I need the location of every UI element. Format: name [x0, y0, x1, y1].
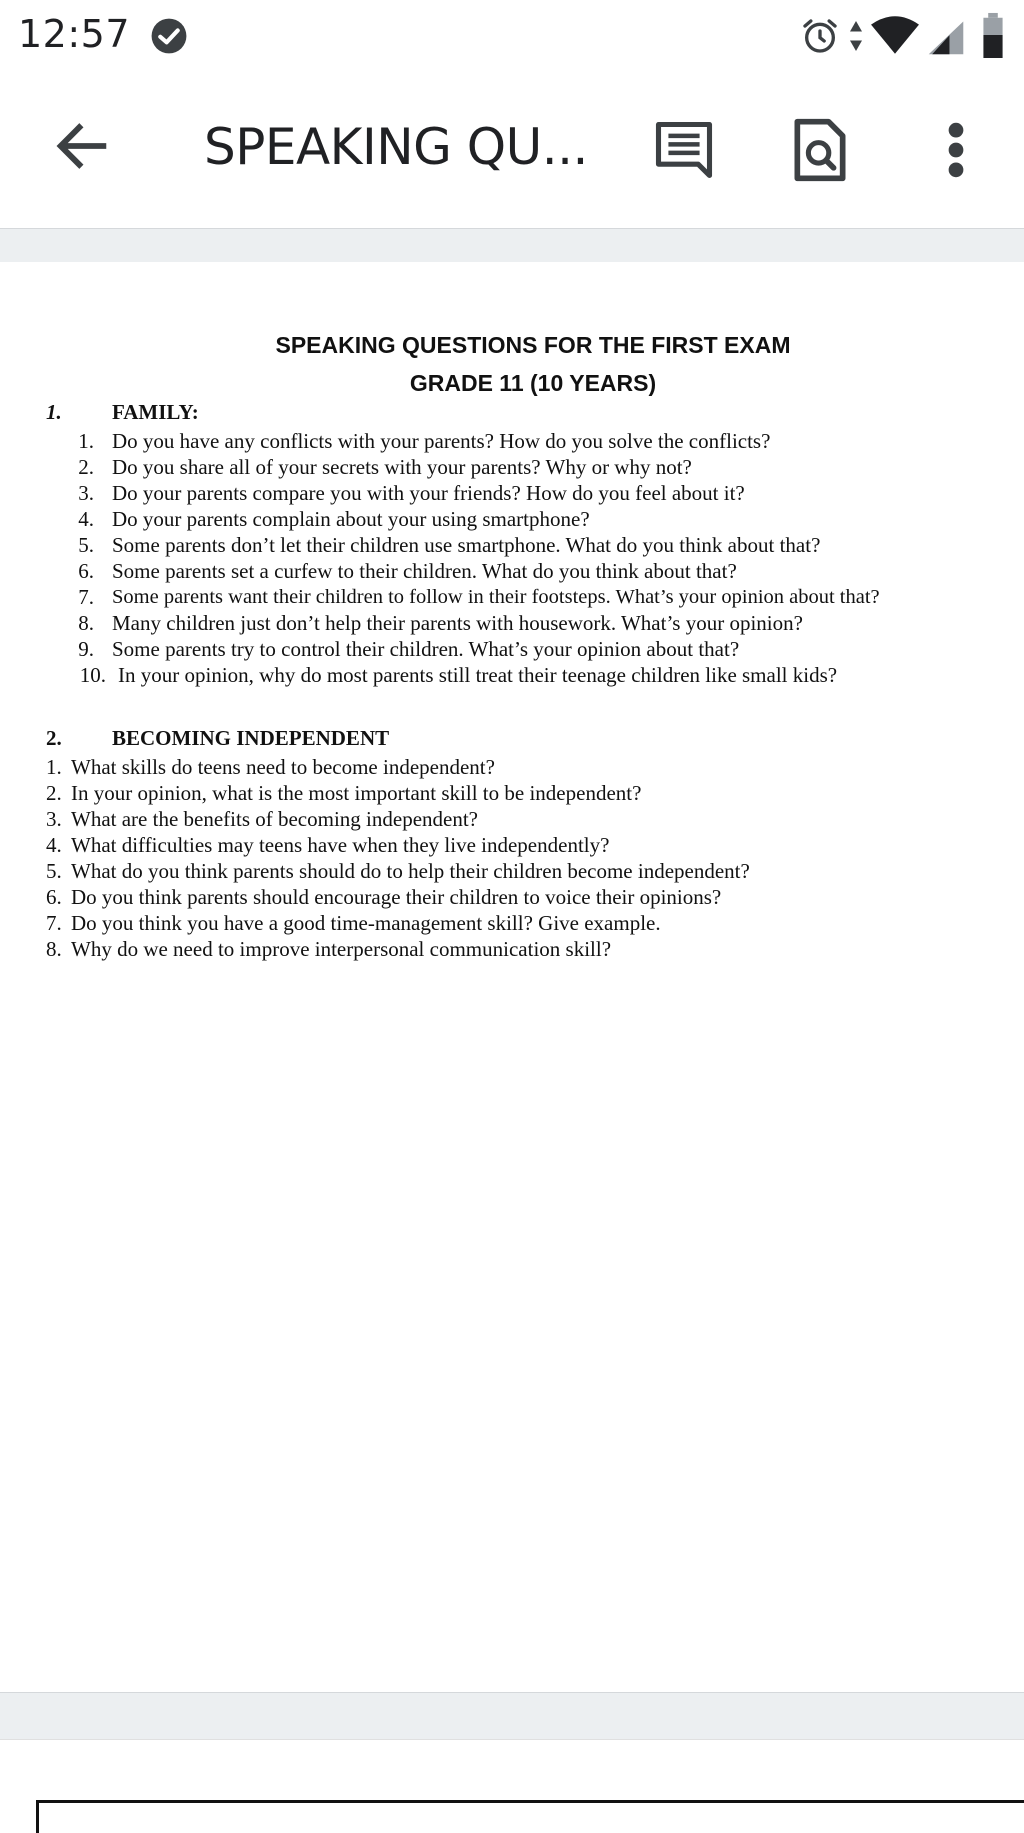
list-item-text: In your opinion, what is the most important skill to be independent?	[71, 781, 642, 805]
status-time: 12:57	[18, 12, 131, 56]
list-item-text: Some parents want their children to follow in their footsteps. What’s your opinion about that?	[112, 586, 880, 608]
page-separator-top	[0, 228, 1024, 263]
list-item-text: What skills do teens need to become independent?	[71, 755, 495, 779]
list-item-text: What difficulties may teens have when they live independently?	[71, 833, 610, 857]
list-item-number: 4.	[46, 833, 62, 857]
list-item-number: 1.	[78, 429, 94, 453]
list-item-text: Do you think you have a good time-management skill? Give example.	[71, 911, 661, 935]
section-heading-family	[0, 400, 600, 426]
status-bar	[0, 0, 1024, 72]
list-item-text: Some parents try to control their children. What’s your opinion about that?	[112, 637, 740, 661]
list-item-number: 8.	[46, 937, 62, 961]
list-item-text: Do your parents compare you with your friends? How do you feel about it?	[112, 481, 745, 505]
list-item-number: 6.	[46, 885, 62, 909]
back-arrow-icon[interactable]	[50, 114, 114, 178]
list-item-text: Some parents don’t let their children use smartphone. What do you think about that?	[112, 533, 821, 557]
section-title: FAMILY:	[112, 400, 199, 424]
list-item-number: 2.	[78, 455, 94, 479]
list-item-number: 9.	[78, 637, 94, 661]
list-item-number: 7.	[46, 911, 62, 935]
list-item-number: 3.	[46, 807, 62, 831]
document-subheading: GRADE 11 (10 YEARS)	[409, 370, 657, 396]
list-item-text: Why do we need to improve interpersonal communication skill?	[71, 937, 612, 961]
document-heading: SPEAKING QUESTIONS FOR THE FIRST EXAM	[275, 332, 791, 358]
document-page[interactable]	[0, 262, 1024, 1692]
status-icons	[794, 12, 1024, 60]
find-in-page-icon[interactable]	[790, 116, 850, 184]
page-separator-bottom	[0, 1692, 1024, 1740]
list-item-number: 7.	[78, 585, 94, 609]
list-item-number: 8.	[78, 611, 94, 635]
list-item-text: What are the benefits of becoming independent?	[71, 807, 478, 831]
list-item-text: Do you share all of your secrets with your parents? Why or why not?	[112, 455, 692, 479]
list-item-text: Do you think parents should encourage their children to voice their opinions?	[71, 885, 722, 909]
list-item-number: 1.	[46, 755, 62, 779]
list-item-text: Do you have any conflicts with your parents? How do you solve the conflicts?	[112, 429, 771, 453]
section-number: 1.	[46, 400, 62, 424]
document-title: SPEAKING QU...	[204, 118, 588, 176]
list-item-text: Many children just don’t help their parents with housework. What’s your opinion?	[112, 611, 803, 635]
list-item-text: What do you think parents should do to help their children become independent?	[71, 859, 750, 883]
next-document-page[interactable]	[36, 1800, 1024, 1833]
alarm-icon	[800, 16, 840, 56]
list-item-number: 5.	[78, 533, 94, 557]
check-circle-icon	[150, 17, 188, 55]
list-item-text: Some parents set a curfew to their children. What do you think about that?	[112, 559, 737, 583]
section-title: BECOMING INDEPENDENT	[112, 726, 390, 750]
list-item-number: 2.	[46, 781, 62, 805]
list-item-text: Do your parents complain about your using smartphone?	[112, 507, 590, 531]
comment-icon[interactable]	[650, 116, 718, 184]
section-heading-becoming-independent	[0, 726, 600, 752]
list-item-number: 4.	[78, 507, 94, 531]
signal-icon	[924, 18, 968, 56]
more-vert-icon[interactable]	[938, 116, 974, 184]
wifi-icon	[870, 14, 920, 56]
section-number: 2.	[46, 726, 62, 750]
list-item-text: In your opinion, why do most parents still treat their teenage children like small kids?	[118, 663, 838, 687]
list-item-number: 6.	[78, 559, 94, 583]
battery-icon	[980, 12, 1006, 58]
list-item-number: 10.	[79, 663, 106, 687]
list-item-number: 3.	[78, 481, 94, 505]
app-bar	[0, 72, 1024, 228]
list-item-number: 5.	[46, 859, 62, 883]
data-arrows-icon	[848, 18, 864, 54]
